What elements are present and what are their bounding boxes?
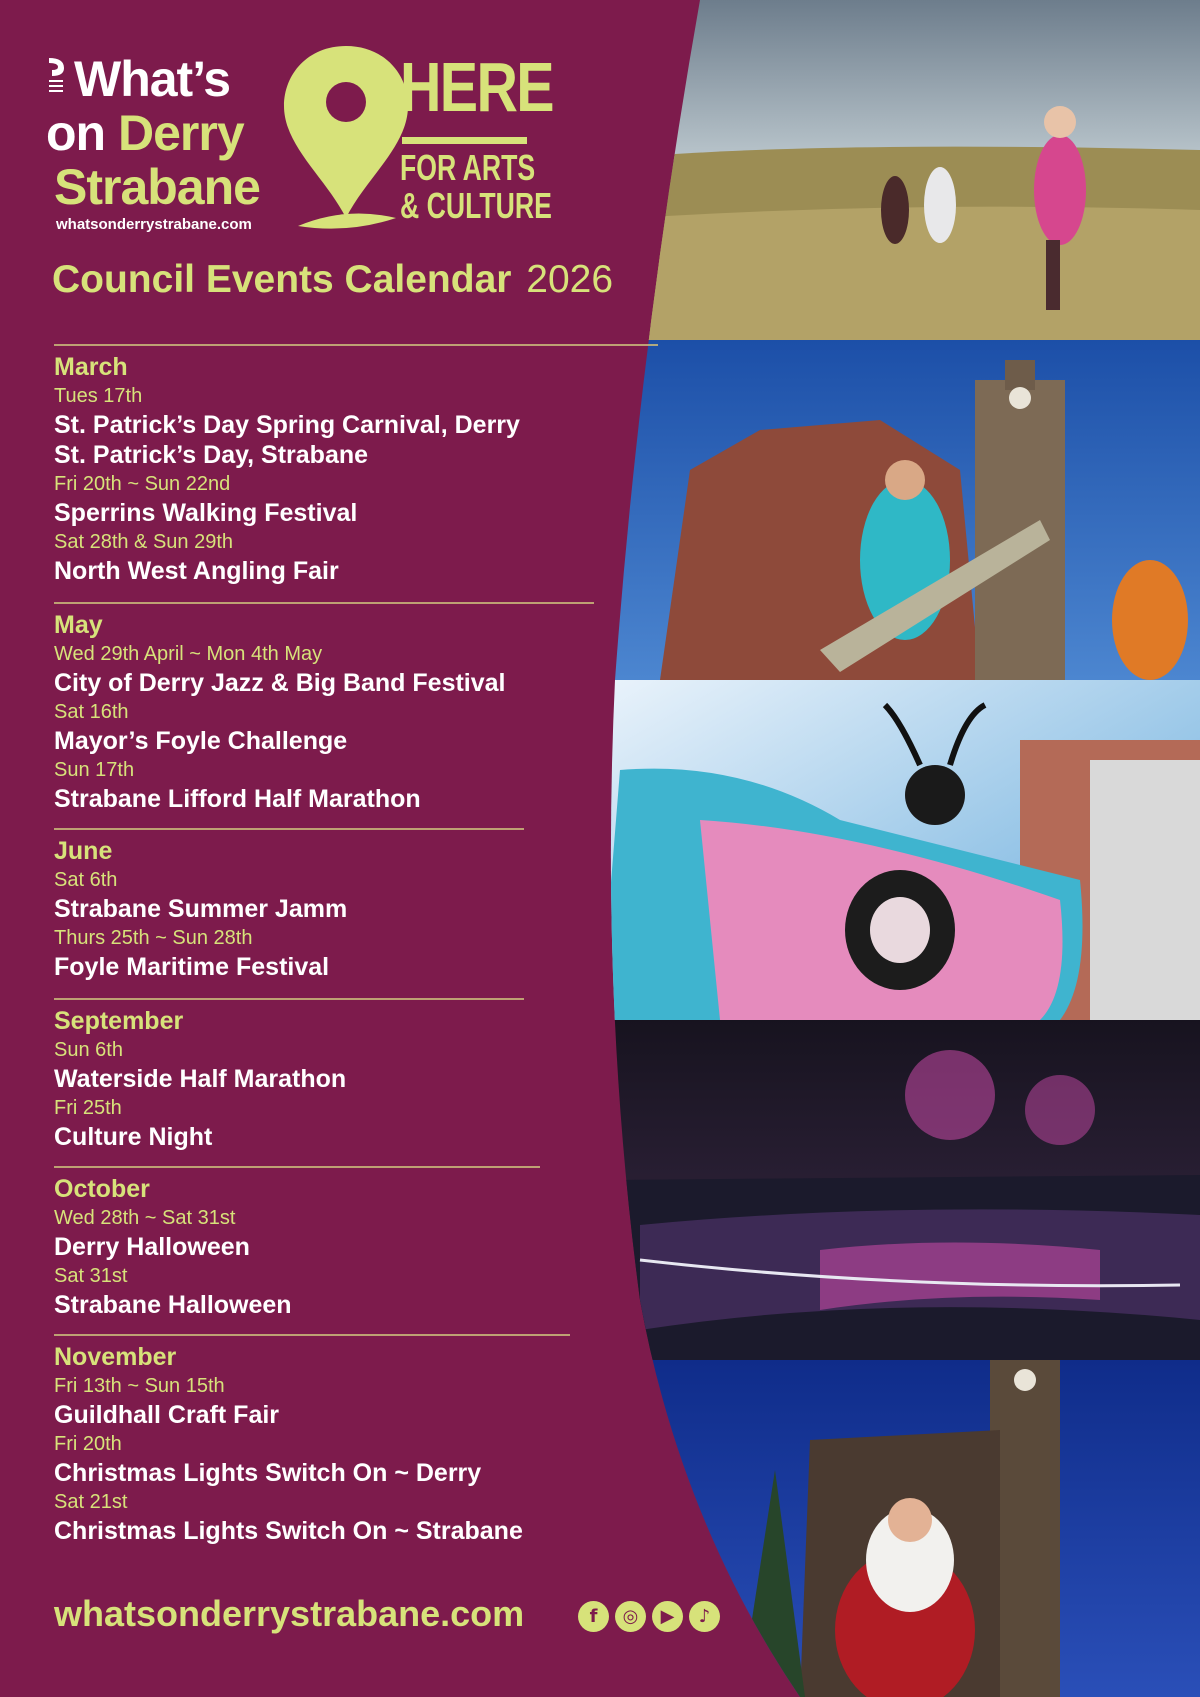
event-date: Fri 25th <box>54 1097 122 1119</box>
month-divider <box>54 828 524 830</box>
event-title[interactable]: Derry Halloween <box>54 1233 250 1261</box>
event-title[interactable]: Strabane Lifford Half Marathon <box>54 785 421 813</box>
event-title[interactable]: Mayor’s Foyle Challenge <box>54 727 348 755</box>
tiktok-icon[interactable]: ♪ <box>689 1601 720 1632</box>
photo-christmas-santa <box>600 1360 1200 1697</box>
month-divider <box>54 1166 540 1168</box>
event-date: Sat 16th <box>54 701 129 723</box>
month-section <box>54 998 654 1152</box>
month-section <box>54 344 654 586</box>
event-title[interactable]: Strabane Summer Jamm <box>54 895 348 923</box>
event-title[interactable]: Waterside Half Marathon <box>54 1065 347 1093</box>
tagline-divider <box>402 137 527 144</box>
event-date: Wed 28th ~ Sat 31st <box>54 1207 236 1229</box>
tagline-and-culture: & CULTURE <box>400 185 552 226</box>
logo-on: on <box>46 105 118 161</box>
events-list <box>54 344 654 1546</box>
youtube-icon[interactable]: ▶ <box>652 1601 683 1632</box>
logo-url: whatsonderrystrabane.com <box>56 216 252 233</box>
event-title[interactable]: City of Derry Jazz & Big Band Festival <box>54 669 506 697</box>
month-divider <box>54 602 594 604</box>
month-divider <box>54 1334 570 1336</box>
event-title[interactable]: Christmas Lights Switch On ~ Strabane <box>54 1517 523 1545</box>
calendar-title-text: Council Events Calendar <box>52 258 512 301</box>
facebook-icon[interactable]: f <box>578 1601 609 1632</box>
month-section <box>54 1334 654 1546</box>
calendar-year: 2026 <box>526 258 614 301</box>
event-date: Sat 21st <box>54 1491 128 1513</box>
logo-line-strabane: Strabane <box>54 159 260 215</box>
month-name: March <box>54 353 128 381</box>
tagline-here: HERE <box>400 48 553 126</box>
event-title[interactable]: St. Patrick’s Day, Strabane <box>54 441 369 469</box>
photo-fireworks <box>600 1020 1200 1360</box>
event-title[interactable]: Christmas Lights Switch On ~ Derry <box>54 1459 482 1487</box>
month-section <box>54 602 654 814</box>
photo-butterfly-performer <box>600 680 1200 1020</box>
event-date: Sat 28th & Sun 29th <box>54 531 234 553</box>
instagram-icon[interactable]: ◎ <box>615 1601 646 1632</box>
logo-line-whats: What’s <box>74 51 231 107</box>
month-divider <box>54 998 524 1000</box>
location-pin-icon <box>276 38 416 238</box>
logo-derry: Derry <box>117 105 244 161</box>
month-name: September <box>54 1007 184 1035</box>
photo-hikers <box>600 0 1200 340</box>
council-crest-icon <box>46 56 68 100</box>
event-date: Sat 31st <box>54 1265 128 1287</box>
event-date: Fri 20th <box>54 1433 122 1455</box>
tagline-for-arts: FOR ARTS <box>400 147 536 188</box>
event-date: Wed 29th April ~ Mon 4th May <box>54 643 323 665</box>
logo-line-on-derry <box>46 105 244 161</box>
photo-guildhall-band <box>600 340 1200 680</box>
month-name: May <box>54 611 103 639</box>
event-date: Fri 20th ~ Sun 22nd <box>54 473 231 495</box>
event-date: Sat 6th <box>54 869 118 891</box>
event-date: Sun 17th <box>54 759 135 781</box>
event-date: Thurs 25th ~ Sun 28th <box>54 927 253 949</box>
event-title[interactable]: North West Angling Fair <box>54 557 339 585</box>
event-title[interactable]: St. Patrick’s Day Spring Carnival, Derry <box>54 411 520 439</box>
event-title[interactable]: Sperrins Walking Festival <box>54 499 358 527</box>
event-date: Fri 13th ~ Sun 15th <box>54 1375 225 1397</box>
month-name: October <box>54 1175 150 1203</box>
event-title[interactable]: Strabane Halloween <box>54 1291 292 1319</box>
event-title[interactable]: Culture Night <box>54 1123 213 1151</box>
month-name: November <box>54 1343 177 1371</box>
event-title[interactable]: Foyle Maritime Festival <box>54 953 330 981</box>
event-title[interactable]: Guildhall Craft Fair <box>54 1401 280 1429</box>
logo <box>46 50 566 240</box>
month-section <box>54 828 654 982</box>
footer-url[interactable]: whatsonderrystrabane.com <box>54 1593 525 1634</box>
month-section <box>54 1166 654 1320</box>
tagline-arts-culture <box>400 149 552 225</box>
month-name: June <box>54 837 113 865</box>
event-date: Sun 6th <box>54 1039 123 1061</box>
month-divider <box>54 344 658 346</box>
event-date: Tues 17th <box>54 385 143 407</box>
calendar-title <box>52 258 613 302</box>
social-links <box>578 1601 720 1632</box>
